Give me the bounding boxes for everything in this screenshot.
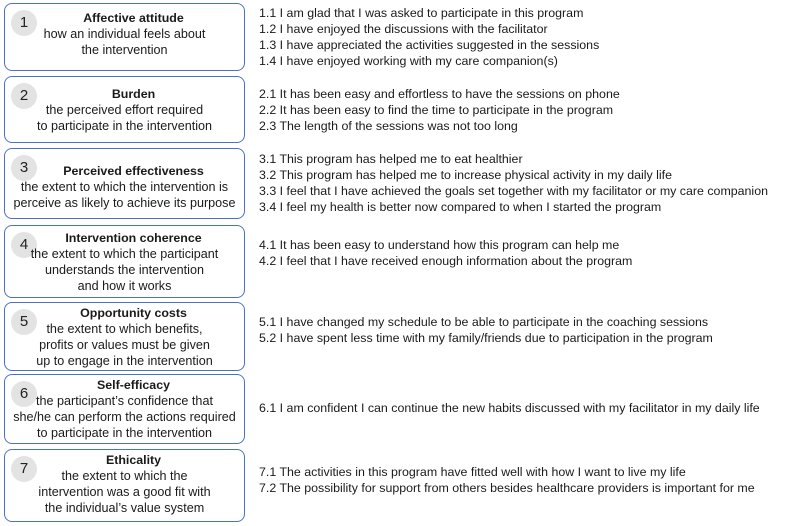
questionnaire-item: 3.1 This program has helped me to eat healthier [259,152,523,166]
construct-title: Opportunity costs [80,306,187,320]
questionnaire-item: 2.2 It has been easy to find the time to participate in the program [259,103,614,117]
construct-number: 4 [11,232,37,258]
questionnaire-item: 3.3 I feel that I have achieved the goals set together with my facilitator or my care companion [259,184,768,198]
construct-definition: the extent to which benefits, profits or values must be given up to engage in the intervention [36,322,213,368]
construct-title: Intervention coherence [65,231,202,245]
questionnaire-item: 7.1 The activities in this program have fitted well with how I want to live my life [259,465,686,479]
construct-number: 2 [11,83,37,109]
questionnaire-item: 4.2 I feel that I have received enough information about the program [259,254,633,268]
item-list-opportunity-costs [259,314,797,346]
construct-box-intervention-coherence [4,225,245,298]
construct-definition: the participant’s confidence that she/he can perform the actions required to participate in the intervention [13,394,236,440]
questionnaire-item: 4.1 It has been easy to understand how this program can help me [259,238,620,252]
construct-definition: the extent to which the intervention was a good fit with the individual’s value system [38,469,211,515]
construct-box-perceived-effectiveness [4,148,245,219]
construct-definition: the perceived effort required to participate in the intervention [36,103,213,133]
questionnaire-item: 1.2 I have enjoyed the discussions with the facilitator [259,22,548,36]
item-list-self-efficacy [259,400,797,416]
construct-number: 1 [11,10,37,36]
construct-text [5,377,244,441]
questionnaire-item: 1.1 I am glad that I was asked to participate in this program [259,6,584,20]
construct-number: 3 [11,155,37,181]
construct-box-burden [4,76,245,143]
construct-definition: the extent to which the participant understands the intervention and how it works [30,247,219,293]
construct-definition: how an individual feels about the intervention [43,27,206,57]
construct-title: Perceived effectiveness [63,164,204,178]
construct-title: Burden [111,87,156,101]
questionnaire-item: 2.1 It has been easy and effortless to have the sessions on phone [259,87,620,101]
questionnaire-item: 5.2 I have spent less time with my family/friends due to participation in the program [259,331,713,345]
construct-text [5,305,244,369]
construct-text [5,86,244,134]
construct-text [5,230,244,294]
construct-box-opportunity-costs [4,302,245,371]
questionnaire-item: 3.2 This program has helped me to increase physical activity in my daily life [259,168,672,182]
questionnaire-item: 3.4 I feel my health is better now compared to when I started the program [259,200,662,214]
item-list-ethicality [259,464,797,496]
construct-text [5,452,244,516]
questionnaire-item: 6.1 I am confident I can continue the new habits discussed with my facilitator in my daily life [259,401,760,415]
construct-box-ethicality [4,449,245,522]
item-list-perceived-effectiveness [259,151,797,215]
questionnaire-item: 5.1 I have changed my schedule to be able to participate in the coaching sessions [259,315,709,329]
construct-title: Affective attitude [83,11,184,25]
questionnaire-item: 1.4 I have enjoyed working with my care companion(s) [259,54,558,68]
construct-box-self-efficacy [4,374,245,444]
item-list-burden [259,86,797,134]
construct-text [5,163,244,211]
construct-number: 5 [11,309,37,335]
construct-number: 6 [11,381,37,407]
construct-definition: the extent to which the intervention is perceive as likely to achieve its purpose [13,180,236,210]
item-list-intervention-coherence [259,237,797,269]
construct-number: 7 [11,456,37,482]
questionnaire-item: 2.3 The length of the sessions was not too long [259,119,518,133]
construct-title: Self-efficacy [96,378,170,392]
questionnaire-item: 1.3 I have appreciated the activities suggested in the sessions [259,38,600,52]
construct-box-affective-attitude [4,3,245,71]
construct-text [5,10,244,58]
questionnaire-item: 7.2 The possibility for support from others besides healthcare providers is important for me [259,481,755,495]
item-list-affective-attitude [259,5,797,69]
construct-title: Ethicality [105,453,162,467]
